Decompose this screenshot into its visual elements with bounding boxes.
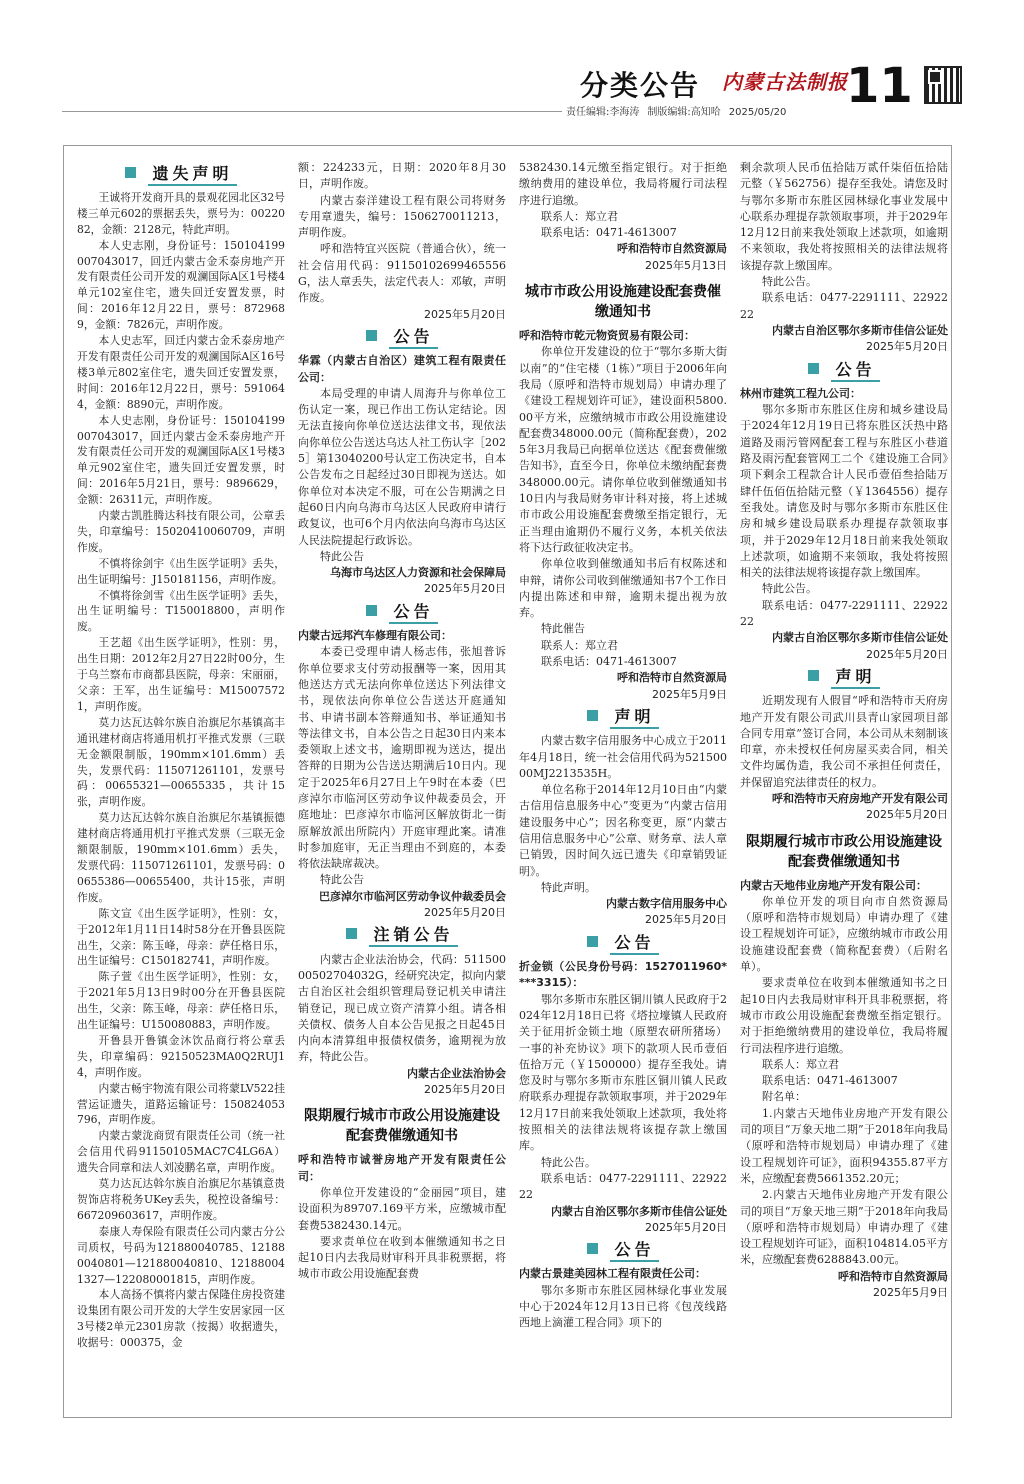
notice-paragraph: 联系人：郑立君 (541, 209, 618, 223)
notice-paragraph: 特此催告 (541, 622, 585, 636)
newspaper-logo: 内蒙古法制报 (722, 70, 848, 94)
qr-code-icon (924, 66, 962, 104)
notice-date: 2025年5月20日 (866, 647, 948, 661)
square-icon (587, 936, 598, 947)
notice-paragraph: 特此公告 (320, 873, 364, 887)
section-head-statement: 声明 (740, 669, 948, 685)
notice-signature: 呼和浩特市自然资源局 (617, 671, 727, 685)
notice-paragraph: 陈文宣《出生医学证明》，性别：女，于2012年1月11日14时58分在开鲁县医院出生，父亲：陈玉峰，母亲：萨任格日乐，出生证编号：C150182741，声明作废。 (77, 906, 285, 968)
notice-paragraph: 联系电话：0477-2291111、2292222 (740, 598, 948, 629)
square-icon (587, 1243, 598, 1254)
notice-addressee: 内蒙古景建美园林工程有限责任公司： (519, 1267, 706, 1281)
notice-paragraph: 特此公告 (320, 549, 364, 563)
section-head-lost: 遗失声明 (77, 166, 285, 182)
notice-addressee: 华霖（内蒙古自治区）建筑工程有限责任公司： (298, 354, 506, 384)
notice-title: 限期履行城市市政公用设施建设配套费催缴通知书 (746, 833, 942, 870)
column-2 (298, 160, 506, 1283)
notice-paragraph: 不慎将徐剑雪《出生医学证明》丢失，出生证明编号：T150018800，声明作废。 (77, 588, 285, 634)
notice-paragraph: 鄂尔多斯市东胜区住房和城乡建设局于2024年12月19日已将东胜区沃热中路道路及雨污管网配套工程与东胜区小巷道路及雨污配套管网工二个《建设施工合同》项下剩余工程款合计人民币壹佰叁拾陆万肆仟伍佰伍拾陆元整（￥1364556）提存至我处。请您及时与鄂尔多斯市东胜区住房和城乡建设局联系办理提存款领取事项，并于2029年12月18日前来我处领取上述款项，如逾期不来领取，我处将按照相关的法律法规将该提存款上缴国库。 (740, 403, 948, 580)
notice-paragraph: 本局受理的申请人周海升与你单位工伤认定一案，现已作出工伤认定结论。因无法直接向你单位送达法律文书，现依法向你单位公告送达乌达人社工伤认字［2025］第13040200号认定工伤决定书，自本公告发布之日起经过30日即视为送达。如你单位对本决定不服，可在公告期满之日起60日内向乌海市乌达区人民政府申请行政复议，也可6个月内依法向乌海市乌达区人民法院提起行政诉讼。 (298, 386, 506, 547)
notice-paragraph: 鄂尔多斯市东胜区铜川镇人民政府于2024年12月18日已将《塔拉壕镇人民政府关于征用折金锁土地（原塑农研所猪场）一事的补充协议》项下的款项人民币壹佰伍拾万元（￥1500000）提存至我处。请您及时与鄂尔多斯市东胜区铜川镇人民政府联系办理提存款领取事项，并于2029年12月17日前来我处领取上述款项，我处将按照相关的法律法规将该提存款上缴国库。 (519, 992, 727, 1153)
notice-paragraph: 剩余款项人民币伍拾陆万贰仟柒佰伍拾陆元整（￥562756）提存至我处。请您及时与鄂尔多斯市东胜区园林绿化事业发展中心联系办理提存款领取事项，并于2029年12月12日前来我处领取上述款项，如逾期不来领取，我处将按照相关的法律法规将该提存款上缴国库。 (740, 161, 948, 272)
notice-date: 2025年5月20日 (424, 582, 506, 596)
notice-date: 2025年5月20日 (866, 340, 948, 354)
notice-signature: 内蒙古数字信用服务中心 (606, 897, 727, 911)
square-icon (125, 167, 136, 178)
notice-addressee: 内蒙古远邦汽车修理有限公司： (298, 629, 452, 643)
notice-addressee: 呼和浩特市乾元物资贸易有限公司： (519, 329, 695, 343)
notice-paragraph: 要求责单位在收到本催缴通知书之日起10日内去我局财审科开具非税票据，将城市市政公用设施配套费缴至指定银行。对于拒绝缴纳费用的建设单位，我局将履行司法程序进行追缴。 (740, 976, 948, 1055)
notice-paragraph: 联系电话：0477-2291111、2292222 (740, 291, 948, 321)
notice-paragraph: 本委已受理申请人杨志伟，张旭普诉你单位要求支付劳动报酬等一案，因用其他送达方式无法向你单位送达下列法律文书，现依法向你单位公告送达开庭通知书、申请书副本答辩通知书、举证通知书等法律文书，自本公告之日起30日内来本委领取上述文书，逾期即视为送达，提出答辩的日期为公告送达期满后10日内。现定于2025年6月27日上午9时在本委（巴彦淖尔市临河区劳动争议仲裁委员会，开庭地址：巴彦淖尔市临河区解放街北一街原解放派出所院内）开庭审理此案。请准时参加庭审，无正当理由不到庭的，本委将依法缺席裁决。 (298, 645, 506, 871)
notice-paragraph: 联系电话：0471-4613007 (541, 226, 677, 240)
notice-signature: 呼和浩特市自然资源局 (617, 242, 727, 256)
square-icon (346, 928, 357, 939)
notice-paragraph: 联系电话：0471-4613007 (762, 1074, 898, 1088)
notice-paragraph: 2.内蒙古天地伟业房地产开发有限公司的项目“万象天地三期”于2018年向我局（原呼和浩特市规划局）申请办理了《建设工程规划许可证》，面积104814.05平方米，应缴配套费6288843.00元。 (740, 1188, 948, 1267)
notice-paragraph: 1.内蒙古天地伟业房地产开发有限公司的项目“万象天地二期”于2018年向我局（原呼和浩特市规划局）申请办理了《建设工程规划许可证》，面积94355.87平方米，应缴配套费5661352.20元； (740, 1106, 948, 1185)
notice-paragraph: 内蒙古企业法治协会，代码：51150000502704032G，经研究决定，拟向内蒙古自治区社会组织管理局登记机关申请注销登记，现已成立资产清算小组。请各相关债权、债务人自本公告见报之日起45日内向本清算组申报债权债务，逾期视为放弃，特此公告。 (298, 952, 506, 1064)
notice-paragraph: 附名单： (762, 1090, 806, 1104)
section-head-announcement: 公告 (519, 1242, 727, 1258)
notice-paragraph: 联系电话：0471-4613007 (541, 655, 677, 669)
square-icon (366, 330, 377, 341)
notice-paragraph: 开鲁县开鲁镇金沐饮品商行将公章丢失，印章编码：92150523MA0Q2RUJ14，声明作废。 (77, 1033, 285, 1079)
section-head-deregistration: 注销公告 (298, 927, 506, 943)
notice-date: 2025年5月20日 (645, 1220, 727, 1234)
section-title: 分类公告 (580, 69, 701, 102)
notice-signature: 乌海市乌达区人力资源和社会保障局 (330, 566, 506, 580)
notice-paragraph: 联系人：郑立君 (762, 1057, 839, 1071)
notice-paragraph: 要求责单位在收到本催缴通知书之日起10日内去我局财审科开具非税票据，将城市市政公用设施配套费 (298, 1234, 506, 1281)
notice-date: 2025年5月20日 (866, 808, 948, 822)
notice-paragraph: 内蒙古畅宇物流有限公司将蒙LV522挂营运证遗失，道路运输证号：150824053796，声明作废。 (77, 1081, 285, 1127)
section-head-announcement: 公告 (298, 604, 506, 620)
header-rule (62, 111, 562, 112)
notice-date: 2025年5月20日 (645, 913, 727, 927)
notice-title: 限期履行城市市政公用设施建设配套费催缴通知书 (304, 1108, 500, 1145)
page-number: 11 (846, 58, 913, 114)
notice-paragraph: 内蒙古泰洋建设工程有限公司将财务专用章遗失，编号：1506270011213，声明作废。 (298, 193, 506, 240)
notice-date: 2025年5月20日 (424, 307, 506, 321)
square-icon (808, 363, 819, 374)
notice-paragraph: 5382430.14元缴至指定银行。对于拒绝缴纳费用的建设单位，我局将履行司法程序进行追缴。 (519, 161, 727, 207)
notice-paragraph: 呼和浩特宜兴医院（普通合伙），统一社会信用代码：91150102699465556G，法人章丢失，法定代表人：邓敏，声明作废。 (298, 242, 506, 305)
notice-signature: 呼和浩特市自然资源局 (838, 1269, 948, 1283)
notice-paragraph: 内蒙古蒙泷商贸有限责任公司（统一社会信用代码91150105MAC7C4LG6A）遗失合同章和法人刘凌鹏名章，声明作废。 (77, 1129, 285, 1175)
notice-date: 2025年5月20日 (424, 1083, 506, 1097)
notice-paragraph: 内蒙古数字信用服务中心成立于2011年4月18日，统一社会信用代码为52150000MJ2213535H。 (519, 734, 727, 780)
column-3 (519, 160, 727, 1332)
notice-paragraph: 近期发现有人假冒“呼和浩特市天府房地产开发有限公司武川县青山家园项目部合同专用章”签订合同，本公司从未刻制该印章，亦未授权任何房屋买卖合同，相关文件均属伪造，我公司不承担任何责任，并保留追究法律责任的权力。 (740, 694, 948, 789)
notice-paragraph: 泰康人寿保险有限责任公司内蒙古分公司质权，号码为121880040785、121880040801—121880040810、121880041327—122080001815，声明作废。 (77, 1224, 285, 1286)
notice-signature: 呼和浩特市天府房地产开发有限公司 (772, 791, 948, 805)
notice-paragraph: 你单位开发建设的位于“鄂尔多斯大街以南”的“住宅楼（1栋）”项目于2006年向我局（原呼和浩特市规划局）申请办理了《建设工程规划许可证》，建设面积5800.00平方米，应缴纳城市市政公用设施建设配套费348000.00元（简称配套费），2025年3月我局已向据单位送达《配套费催缴告知书》，直至今日，你单位未缴纳配套费348000.00元。请你单位收到催缴通知书10日内与我局财务审计科对接，将上述城市市政公用设施配套费缴至指定银行，无正当理由逾期仍不履行义务，本机关依法将下达行政征收决定书。 (519, 345, 727, 554)
notice-paragraph: 额：224233元，日期：2020年8月30日，声明作废。 (298, 161, 506, 191)
square-icon (808, 670, 819, 681)
notice-paragraph: 特此公告。 (762, 275, 817, 289)
page-header (0, 0, 1024, 140)
notice-paragraph: 王诚将开发商开具的景观花园北区32号楼三单元602的票据丢失，票号为：0022082，金额：2128元，特此声明。 (77, 190, 285, 236)
notice-paragraph: 你单位收到催缴通知书后有权陈述和申辩，请你公司收到催缴通知书7个工作日内提出陈述和申辩，逾期未提出视为放弃。 (519, 557, 727, 620)
notice-paragraph: 内蒙古凯胜腾达科技有限公司，公章丢失，印章编号：15020410060709，声明作废。 (77, 509, 285, 554)
notice-paragraph: 莫力达瓦达斡尔族自治旗尼尔基镇高丰通讯建材商店将通用机打平推式发票（三联无金额限制版，190mm×101.6mm）丢失，发票代码：115071261101，发票号码：00655321—00655335，共计15张，声明作废。 (77, 715, 285, 809)
section-head-announcement: 公告 (740, 362, 948, 378)
section-head-announcement: 公告 (519, 935, 727, 951)
notice-paragraph: 特此声明。 (541, 880, 596, 894)
notice-signature: 内蒙古自治区鄂尔多斯市佳信公证处 (551, 1204, 727, 1218)
column-4 (740, 160, 948, 1301)
column-1 (77, 160, 285, 1351)
notice-date: 2025年5月9日 (652, 687, 727, 701)
notice-paragraph: 单位名称于2014年12月10日由“内蒙古信用信息服务中心”变更为“内蒙古信用建设服务中心”；因名称变更，原“内蒙古信用信息服务中心”公章、财务章、法人章已销毁，因时间久远已遗失《印章销毁证明》。 (519, 783, 727, 878)
notice-addressee: 折金锁（公民身份号码：1527011960****3315）： (519, 960, 727, 990)
notice-signature: 巴彦淖尔市临河区劳动争议仲裁委员会 (319, 889, 506, 903)
editor-credits (566, 103, 794, 118)
notice-paragraph: 特此公告。 (762, 582, 817, 596)
notice-paragraph: 本人史志军，回迁内蒙古金禾泰房地产开发有限责任公司开发的观澜国际A区16号楼3单元802室住宅，遗失回迁安置发票，时间：2016年12月22日，票号：5910644，金额：8890元，声明作废。 (77, 334, 285, 411)
notice-paragraph: 莫力达瓦达斡尔族自治旗尼尔基镇意贵贺饰店将税务UKey丢失，税控设备编号：667209603617，声明作废。 (77, 1177, 285, 1222)
notice-paragraph: 王艺超《出生医学证明》，性别：男，出生日期：2012年2月27日22时00分，生于乌兰察布市商都县医院，母亲：宋丽丽，父亲：王军，出生证编号：M150075721，声明作废。 (77, 636, 285, 713)
notice-paragraph: 莫力达瓦达斡尔族自治旗尼尔基镇振德建材商店将通用机打平推式发票（三联无金额限制版，190mm×101.6mm）丢失，发票代码：115071261101，发票号码：00655386—00655400，共计15张，声明作废。 (77, 811, 285, 904)
notice-paragraph: 陈子萱《出生医学证明》，性别：女，于2021年5月13日9时00分在开鲁县医院出生，父亲：陈玉峰，母亲：萨任格日乐，出生证编号：U150080883，声明作废。 (77, 970, 285, 1032)
notice-paragraph: 你单位开发的项目向市自然资源局（原呼和浩特市规划局）申请办理了《建设工程规划许可证》，应缴纳城市市政公用设施建设配套费（简称配套费）（后附名单）。 (740, 894, 948, 974)
notice-date: 2025年5月13日 (645, 258, 727, 272)
notice-date: 2025年5月20日 (424, 906, 506, 920)
notice-paragraph: 不慎将徐剑宇《出生医学证明》丢失，出生证明编号：J150181156，声明作废。 (77, 556, 285, 586)
layout-editor: 制版编辑:高知哈 (647, 107, 721, 118)
section-head-announcement: 公告 (298, 329, 506, 345)
notice-paragraph: 联系电话：0477-2291111、2292222 (519, 1171, 727, 1202)
square-icon (587, 710, 598, 721)
notice-addressee: 呼和浩特市诚誉房地产开发有限责任公司： (298, 1153, 506, 1183)
notice-paragraph: 特此公告。 (541, 1155, 596, 1169)
notice-addressee: 林州市建筑工程九公司： (740, 386, 861, 400)
notice-signature: 内蒙古企业法治协会 (407, 1066, 506, 1080)
section-head-statement: 声明 (519, 709, 727, 725)
notice-paragraph: 联系人：郑立君 (541, 638, 618, 652)
notice-paragraph: 本人高扬不慎将内蒙古保隆住房投资建设集团有限公司开发的大学生安居家园一区3号楼2单元2301房款（按揭）收据遗失，收据号：000375，金 (77, 1288, 285, 1350)
issue-date: 2025/05/20 (728, 107, 787, 118)
notice-addressee: 内蒙古天地伟业房地产开发有限公司： (740, 878, 927, 892)
notice-paragraph: 本人史志刚，身份证号：150104199007043017，回迁内蒙古金禾泰房地产开发有限责任公司开发的观澜国际A区1号楼4单元102室住宅，遗失回迁安置发票，时间：2016年12月22日，票号：8729689，金额：7826元，声明作废。 (77, 238, 285, 332)
notice-paragraph: 本人史志刚，身份证号：150104199007043017，回迁内蒙古金禾泰房地产开发有限责任公司开发的观澜国际A区1号楼3单元902室住宅，遗失回迁安置发票，时间：2016年5月21日，票号：9896629，金额：26311元，声明作废。 (77, 413, 285, 507)
square-icon (366, 605, 377, 616)
notice-signature: 内蒙古自治区鄂尔多斯市佳信公证处 (772, 323, 948, 337)
notice-paragraph: 你单位开发建设的“金丽园”项目，建设面积为89707.169平方米，应缴城市配套费5382430.14元。 (298, 1185, 506, 1232)
notice-signature: 内蒙古自治区鄂尔多斯市佳信公证处 (772, 631, 948, 645)
notice-paragraph: 鄂尔多斯市东胜区园林绿化事业发展中心于2024年12月13日已将《包茂线路西地上滴灌工程合同》项下的 (519, 1283, 727, 1330)
responsible-editor: 责任编辑:李海涛 (566, 107, 640, 118)
notice-date: 2025年5月9日 (873, 1286, 948, 1299)
notice-title: 城市市政公用设施建设配套费催缴通知书 (525, 284, 721, 321)
